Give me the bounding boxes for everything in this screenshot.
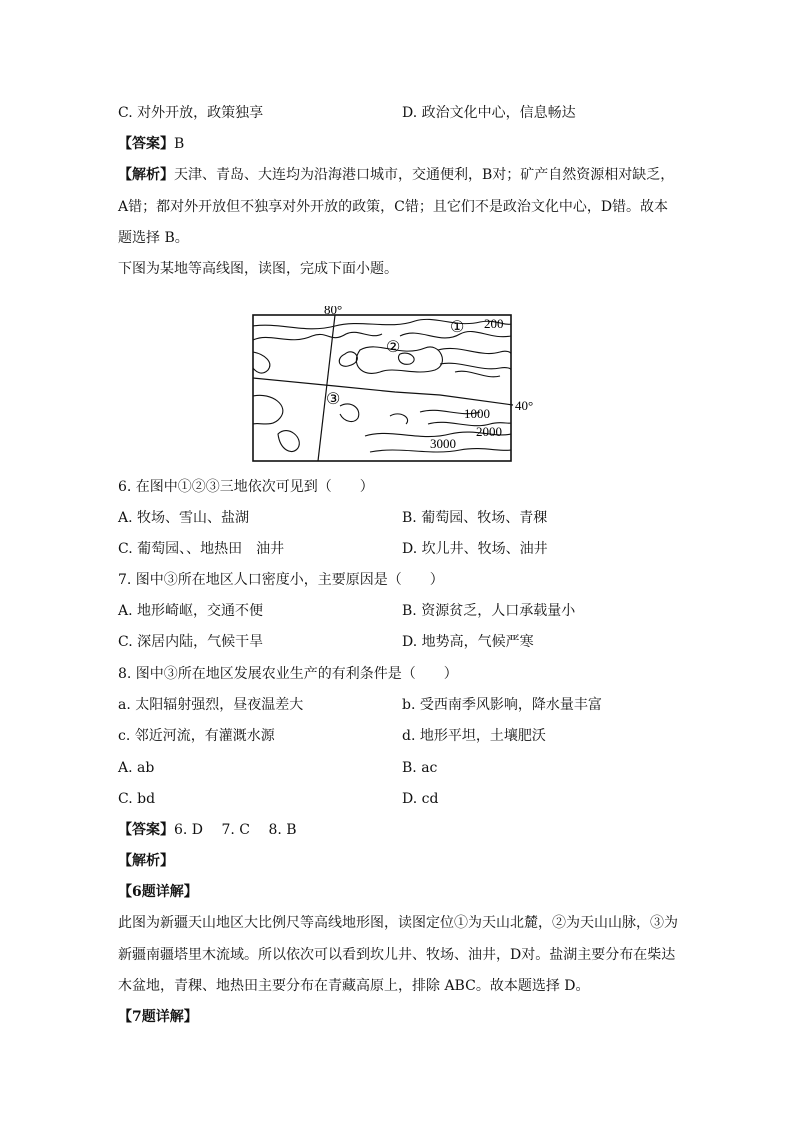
analysis-heading: 【解析】	[118, 853, 174, 869]
option-c-top: C. 对外开放，政策独享	[118, 105, 264, 121]
contour-1000: 1000	[464, 406, 490, 421]
q6-option-a: A. 牧场、雪山、盐湖	[118, 510, 250, 526]
q7-option-a: A. 地形崎岖，交通不便	[118, 603, 264, 619]
lon-label: 80°	[324, 306, 343, 317]
q7-option-c: C. 深居内陆，气候干旱	[118, 634, 264, 650]
q6-detail-line3: 木盆地，青稞、地热田主要分布在青藏高原上，排除 ABC。故本题选择 D。	[118, 978, 590, 994]
q8-option-c: C. bd	[118, 791, 156, 807]
q6-detail-line2: 新疆南疆塔里木流域。所以依次可以看到坎儿井、牧场、油井，D对。盐湖主要分布在柴达	[118, 947, 676, 963]
q5-analysis-line2: A错；都对外开放但不独享对外开放的政策，C错；且它们不是政治文化中心，D错。故本	[118, 199, 669, 215]
q6-stem: 6. 在图中①②③三地依次可见到（ ）	[118, 479, 374, 495]
analysis-tag: 【解析】	[118, 167, 174, 183]
q7-option-b: B. 资源贫乏，人口承载量小	[402, 603, 576, 619]
q8-option-b: B. ac	[402, 760, 438, 776]
q8-option-a: A. ab	[118, 760, 155, 776]
q6-detail-heading: 【6题详解】	[118, 884, 198, 900]
contour-3000: 3000	[430, 436, 456, 451]
q5-analysis-line3: 题选择 B。	[118, 230, 189, 246]
q6-option-d: D. 坎儿井、牧场、油井	[402, 541, 548, 557]
marker-1: ①	[450, 317, 465, 336]
q8-option-d: D. cd	[402, 791, 439, 807]
marker-3: ③	[326, 389, 341, 408]
answers-line	[118, 820, 297, 840]
answers-tag: 【答案】	[118, 822, 174, 838]
option-d-top: D. 政治文化中心，信息畅达	[402, 105, 576, 121]
answers-text: 6. D 7. C 8. B	[174, 822, 297, 838]
contour-2000: 2000	[476, 424, 502, 439]
q5-answer	[118, 134, 184, 154]
map-frame	[253, 315, 511, 461]
q6-detail-line1: 此图为新疆天山地区大比例尺等高线地形图，读图定位①为天山北麓，②为天山山脉，③为	[118, 915, 678, 931]
q8-condition-c: c. 邻近河流，有灌溉水源	[118, 728, 275, 744]
answer-value: B	[174, 136, 185, 152]
q7-detail-heading: 【7题详解】	[118, 1009, 198, 1025]
q5-analysis-line1	[118, 165, 674, 185]
q8-condition-d: d. 地形平坦，土壤肥沃	[402, 728, 546, 744]
q7-stem: 7. 图中③所在地区人口密度小，主要原因是（ ）	[118, 572, 444, 588]
q7-option-d: D. 地势高，气候严寒	[402, 634, 534, 650]
contour-map	[250, 306, 540, 464]
analysis-text: 天津、青岛、大连均为沿海港口城市，交通便利，B对；矿产自然资源相对缺乏，	[174, 167, 675, 183]
q8-condition-a: a. 太阳辐射强烈，昼夜温差大	[118, 697, 304, 713]
intro-text: 下图为某地等高线图，读图，完成下面小题。	[118, 261, 398, 277]
answer-tag: 【答案】	[118, 136, 174, 152]
contour-200: 200	[484, 316, 504, 331]
q8-stem: 8. 图中③所在地区发展农业生产的有利条件是（ ）	[118, 666, 458, 682]
q8-condition-b: b. 受西南季风影响，降水量丰富	[402, 697, 602, 713]
marker-2: ②	[386, 337, 401, 356]
q6-option-b: B. 葡萄园、牧场、青稞	[402, 510, 548, 526]
q6-option-c: C. 葡萄园、、地热田 油井	[118, 541, 285, 557]
lat-label: 40°	[515, 398, 534, 413]
